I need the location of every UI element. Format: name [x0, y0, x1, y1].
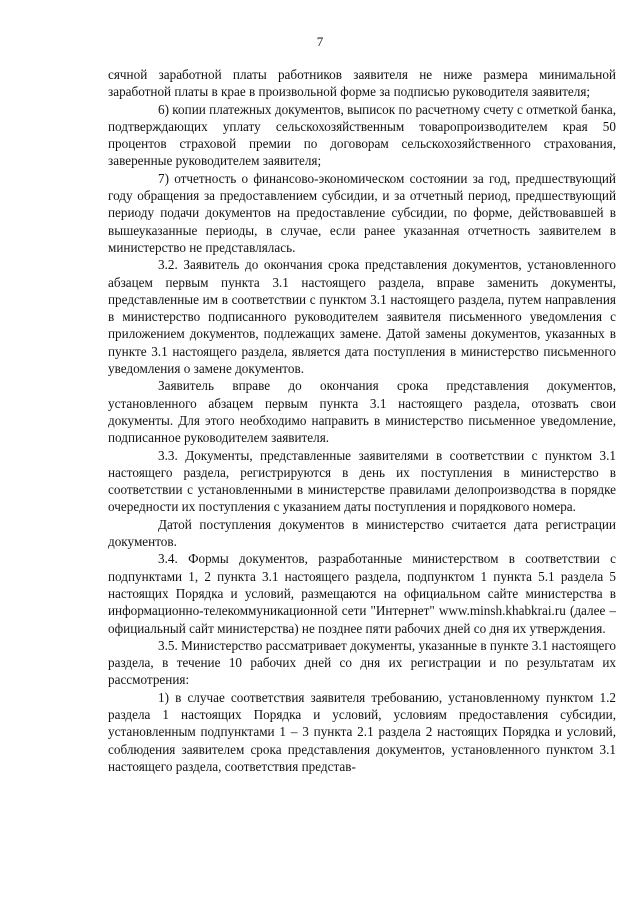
- page-number: 7: [316, 34, 324, 49]
- paragraph-receipt-date: Датой поступления документов в министерство считается дата регистрации документов.: [108, 516, 616, 550]
- paragraph-withdrawal: Заявитель вправе до окончания срока представления документов, установленного абзацем первым пункта 3.1 настоящего раздела, отозвать свои документы. Для этого необходимо направить в министерство письменное уведомление, подписанное руководителем заявителя.: [108, 378, 616, 446]
- paragraph-item-7: 7) отчетность о финансово-экономическом состоянии за год, предшествующий году обращения за предоставлением субсидии, и за отчетный период, предшествующий периоду подачи документов на предоставление субсидии, по форме, действовавшей в вышеуказанные периоды, в случае, если ранее указанная отчетность заявителем в министерство не представлялась.: [108, 170, 616, 255]
- paragraph-3-4: 3.4. Формы документов, разработанные министерством в соответствии с подпунктами 1, 2 пункта 3.1 настоящего раздела, подпунктом 1 пункта 5.1 раздела 5 настоящих Порядка и условий, размещаются на официальном сайте министерства в информационно-телекоммуникационной сети "Интернет" www.minsh.khabkrai.ru (далее – официальный сайт министерства) не позднее пяти рабочих дней со дня их утверждения.: [108, 551, 616, 636]
- paragraph-item-6: 6) копии платежных документов, выписок по расчетному счету с отметкой банка, подтверждающих уплату сельскохозяйственным товаропроизводителем края 50 процентов страховой премии по договорам сельскохозяйственного страхования, заверенные руководителем заявителя;: [108, 101, 616, 169]
- paragraph-3-2: 3.2. Заявитель до окончания срока представления документов, установленного абзацем первым пункта 3.1 настоящего раздела, вправе заменить документы, представленные им в соответствии с пунктом 3.1 настоящего раздела, путем направления в министерство подписанного руководителем заявителя письменного уведомления с приложением документов, подлежащих замене. Датой замены документов, указанных в пункте 3.1 настоящего раздела, является дата поступления в министерство письменного уведомления о замене документов.: [108, 257, 616, 377]
- paragraph-3-5-item-1: 1) в случае соответствия заявителя требованию, установленному пунктом 1.2 раздела 1 настоящих Порядка и условий, условиям предоставления субсидии, установленным подпунктами 1 – 3 пункта 2.1 раздела 2 настоящих Порядка и условий, соблюдения заявителем срока представления документов, установленного пунктом 3.1 настоящего раздела, соответствия представ-: [108, 689, 616, 774]
- body-text: [108, 66, 616, 775]
- paragraph-continuation: сячной заработной платы работников заявителя не ниже размера минимальной заработной платы в крае в произвольной форме за подписью руководителя заявителя;: [108, 67, 616, 100]
- paragraph-3-3: 3.3. Документы, представленные заявителями в соответствии с пунктом 3.1 настоящего раздела, регистрируются в день их поступления в министерство в соответствии с установленными в министерстве правилами делопроизводства в порядке очередности их поступления с указанием даты поступления и порядкового номера.: [108, 447, 616, 515]
- paragraph-3-5: 3.5. Министерство рассматривает документы, указанные в пункте 3.1 настоящего раздела, в течение 10 рабочих дней со дня их регистрации и по результатам их рассмотрения:: [108, 637, 616, 688]
